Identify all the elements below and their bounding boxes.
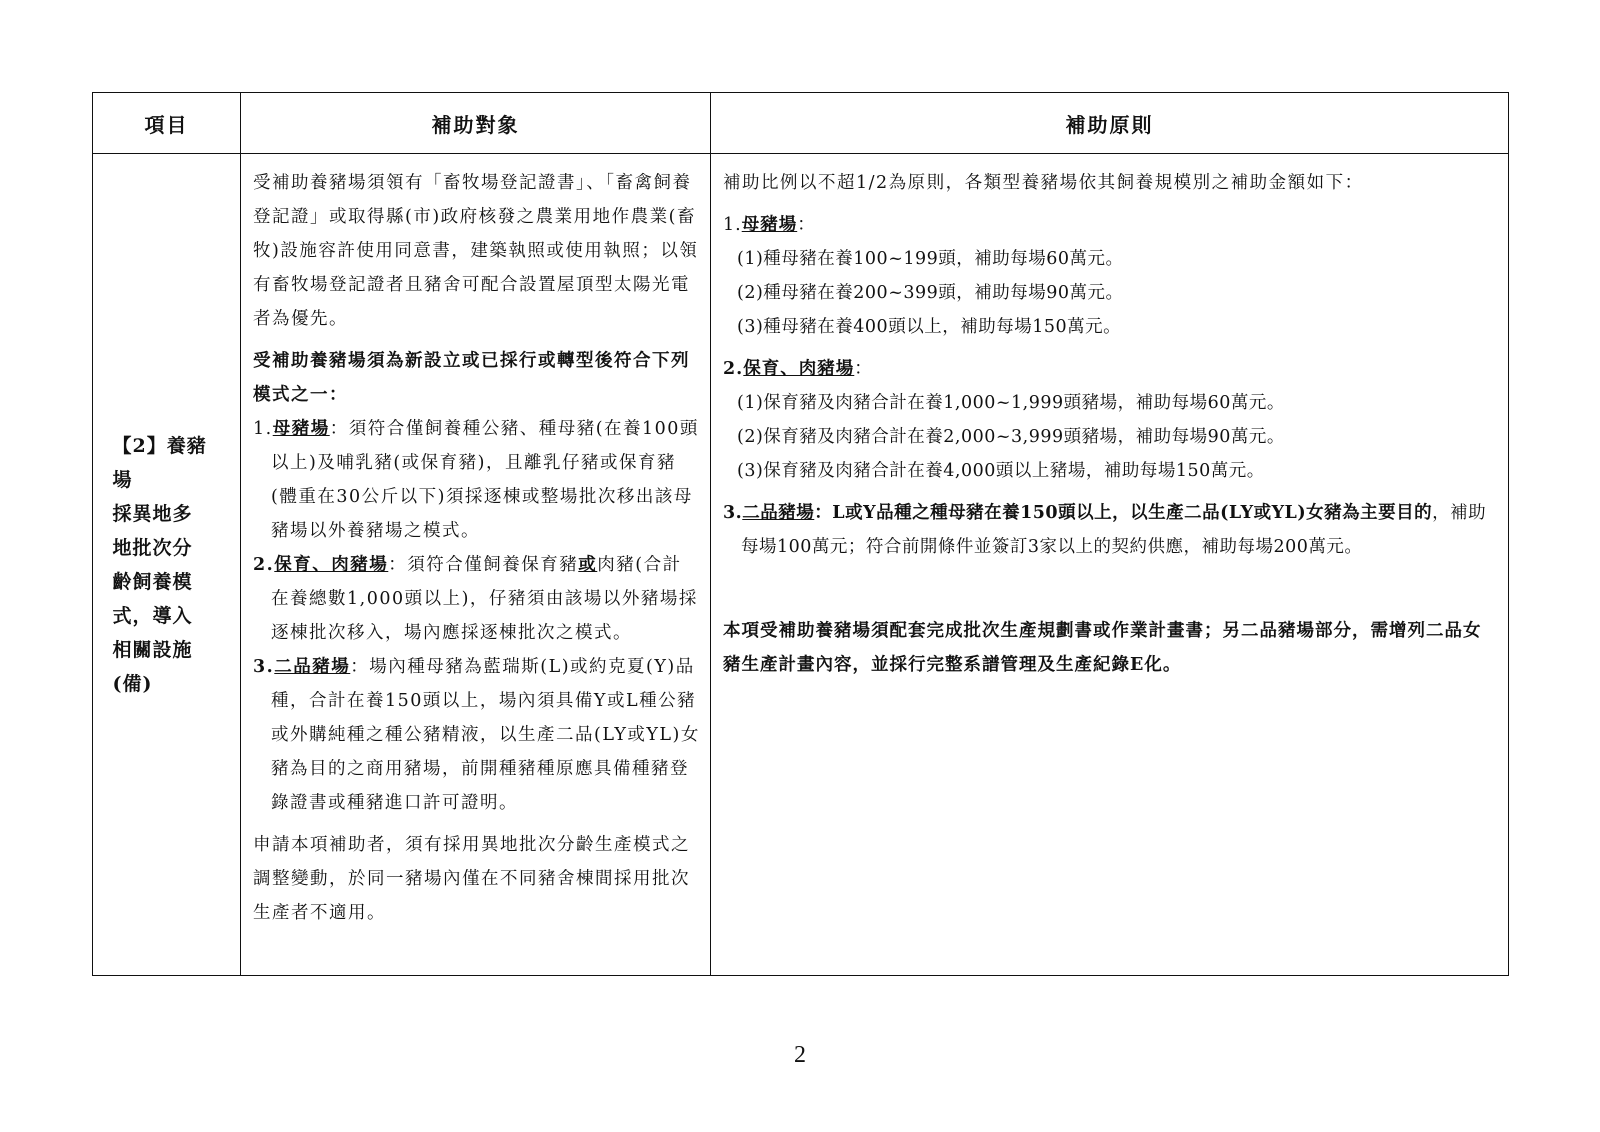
target-para-3: 申請本項補助者，須有採用異地批次分齡生產模式之調整變動，於同一豬場內僅在不同豬舍棟間採用批次生產者不適用。 [253,835,690,923]
sow-num: 1. [723,215,742,235]
second-title: 二品豬場 [742,503,815,523]
target-para-1: 受補助養豬場須領有「畜牧場登記證書」、「畜禽飼養登記證」或取得縣(市)政府核發之農業用地作農業(畜牧)設施容許使用同意書，建築執照或使用執照；以領有畜牧場登記證者且豬舍可配合設置屋頂型太陽光電者為優先。 [253,173,699,329]
principle-sow [723,208,1498,344]
target-model-1 [253,412,700,548]
nursery-title [723,352,1498,386]
second-num: 3. [723,503,743,523]
model-1-desc: ：須符合僅飼養種公豬、種母豬(在養100頭以上)及哺乳豬(或保育豬)，且離乳仔豬或保育豬(體重在30公斤以下)須採逐棟或整場批次移出該母豬場以外養豬場之模式。 [271,419,699,541]
nursery-item-2: (2)保育豬及肉豬合計在養2,000~3,999頭豬場，補助每場90萬元。 [737,427,1285,447]
second-text-a: ：L或Y品種之種母豬在養150頭以上，以生產二品(LY或YL)女豬為主要目的 [814,503,1433,523]
page-number: 2 [794,1042,806,1068]
target-model-2 [253,548,700,650]
sow-title [723,208,1498,242]
table-row [93,154,1509,976]
nursery-colon: ： [854,359,873,379]
principle-second [723,496,1498,564]
model-2-desc-b: 肉豬(合計在養總數1,000頭以上)，仔豬須由該場以外豬場採逐棟批次移入，場內應採逐棟批次之模式。 [271,555,698,643]
model-1-num: 1. [253,419,273,439]
model-2-desc-a: ：須符合僅飼養保育豬 [388,555,579,575]
header-item: 項目 [93,93,241,154]
sow-colon: ： [797,215,816,235]
principle-note: 本項受補助養豬場須配套完成批次生產規劃書或作業計畫書；另二品豬場部分，需增列二品女豬生產計畫內容，並採行完整系譜管理及生產紀錄E化。 [723,621,1482,675]
item-cell [93,154,241,976]
nursery-num: 2. [723,359,744,379]
target-model-3 [253,650,700,820]
model-3-desc: ：場內種母豬為藍瑞斯(L)或約克夏(Y)品種，合計在養150頭以上，場內須具備Y或L種公豬或外購純種之種公豬精液，以生產二品(LY或YL)女豬為目的之商用豬場，前開種豬種原應具備種豬登錄證書或種豬進口許可證明。 [271,657,700,813]
model-3-num: 3. [253,657,275,677]
model-2-num: 2. [253,555,275,575]
sow-item-2: (2)種母豬在養200~399頭，補助每場90萬元。 [737,283,1124,303]
principle-intro: 補助比例以不超1/2為原則，各類型養豬場依其飼養規模別之補助金額如下： [723,173,1364,193]
target-cell [241,154,711,976]
second-text-b: ，補助每場100萬元；符合前開條件並簽訂3家以上的契約供應，補助每場200萬元。 [741,503,1487,557]
nursery-item-3: (3)保育豬及肉豬合計在養4,000頭以上豬場，補助每場150萬元。 [737,461,1265,481]
sow-item-3: (3)種母豬在養400頭以上，補助每場150萬元。 [737,317,1122,337]
item-text: 【2】養豬場 採異地多 地批次分 齡飼養模 式，導入 相關設施 (備) [112,434,207,695]
target-para-2: 受補助養豬場須為新設立或已採行或轉型後符合下列模式之一： [253,351,690,405]
model-1-title: 母豬場 [272,419,330,439]
nursery-title-text: 保育、肉豬場 [743,359,855,379]
model-2-title: 保育、肉豬場 [274,555,389,575]
model-2-or: 或 [578,555,598,575]
header-target: 補助對象 [241,93,711,154]
principle-nursery [723,352,1498,488]
header-principle: 補助原則 [711,93,1509,154]
nursery-item-1: (1)保育豬及肉豬合計在養1,000~1,999頭豬場，補助每場60萬元。 [737,393,1285,413]
model-3-title: 二品豬場 [274,657,351,677]
principle-cell [711,154,1509,976]
sow-item-1: (1)種母豬在養100~199頭，補助每場60萬元。 [737,249,1124,269]
table-header-row [93,93,1509,154]
subsidy-table [92,92,1509,976]
sow-title-text: 母豬場 [741,215,798,235]
